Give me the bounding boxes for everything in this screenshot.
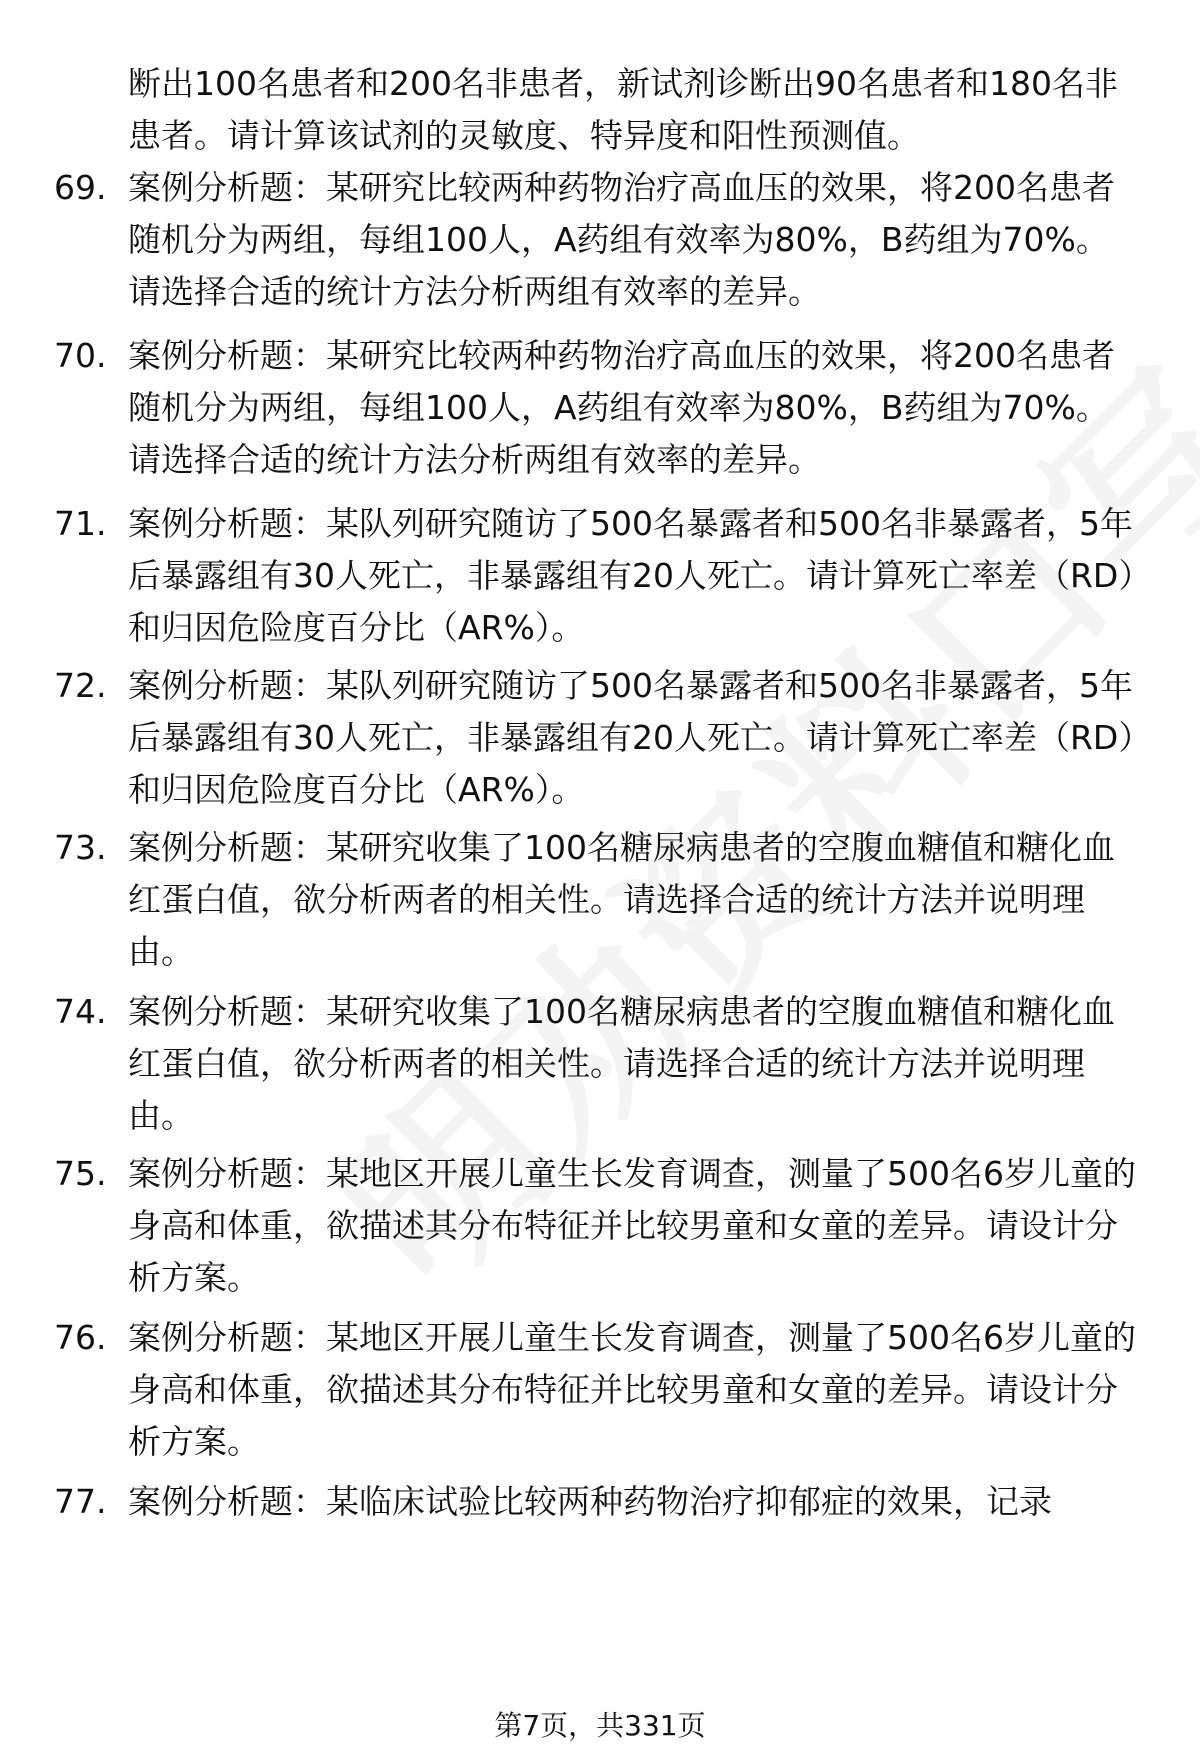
question-number: 75. [54, 1154, 107, 1193]
question-text: 案例分析题：某研究比较两种药物治疗高血压的效果，将200名患者随机分为两组，每组100人，A药组有效率为80%，B药组为70%。请选择合适的统计方法分析两组有效率的差异。 [128, 336, 1115, 479]
question-number: 73. [54, 828, 107, 867]
question-text: 案例分析题：某地区开展儿童生长发育调查，测量了500名6岁儿童的身高和体重，欲描述其分布特征并比较男童和女童的差异。请设计分析方案。 [128, 1318, 1136, 1461]
question-number: 70. [54, 336, 107, 375]
question-text: 案例分析题：某地区开展儿童生长发育调查，测量了500名6岁儿童的身高和体重，欲描述其分布特征并比较男童和女童的差异。请设计分析方案。 [128, 1154, 1136, 1297]
question-number: 74. [54, 992, 107, 1031]
question-text: 案例分析题：某研究比较两种药物治疗高血压的效果，将200名患者随机分为两组，每组100人，A药组有效率为80%，B药组为70%。请选择合适的统计方法分析两组有效率的差异。 [128, 168, 1115, 311]
question-number: 69. [54, 168, 107, 207]
question-number: 72. [54, 666, 107, 705]
question-text: 案例分析题：某队列研究随访了500名暴露者和500名非暴露者，5年后暴露组有30人死亡，非暴露组有20人死亡。请计算死亡率差（RD）和归因危险度百分比（AR%）。 [128, 666, 1135, 809]
previous-question-continuation: 断出100名患者和200名非患者，新试剂诊断出90名患者和180名非患者。请计算该试剂的灵敏度、特异度和阳性预测值。 [128, 64, 1118, 155]
question-text: 案例分析题：某研究收集了100名糖尿病患者的空腹血糖值和糖化血红蛋白值，欲分析两者的相关性。请选择合适的统计方法并说明理由。 [128, 992, 1115, 1135]
question-text: 案例分析题：某研究收集了100名糖尿病患者的空腹血糖值和糖化血红蛋白值，欲分析两者的相关性。请选择合适的统计方法并说明理由。 [128, 828, 1115, 971]
question-text: 案例分析题：某临床试验比较两种药物治疗抑郁症的效果，记录 [128, 1482, 1052, 1521]
question-number: 71. [54, 504, 107, 543]
question-number: 77. [54, 1482, 107, 1521]
page-footer: 第7页，共331页 [494, 1709, 706, 1742]
question-number: 76. [54, 1318, 107, 1357]
question-text: 案例分析题：某队列研究随访了500名暴露者和500名非暴露者，5年后暴露组有30人死亡，非暴露组有20人死亡。请计算死亡率差（RD）和归因危险度百分比（AR%）。 [128, 504, 1135, 647]
